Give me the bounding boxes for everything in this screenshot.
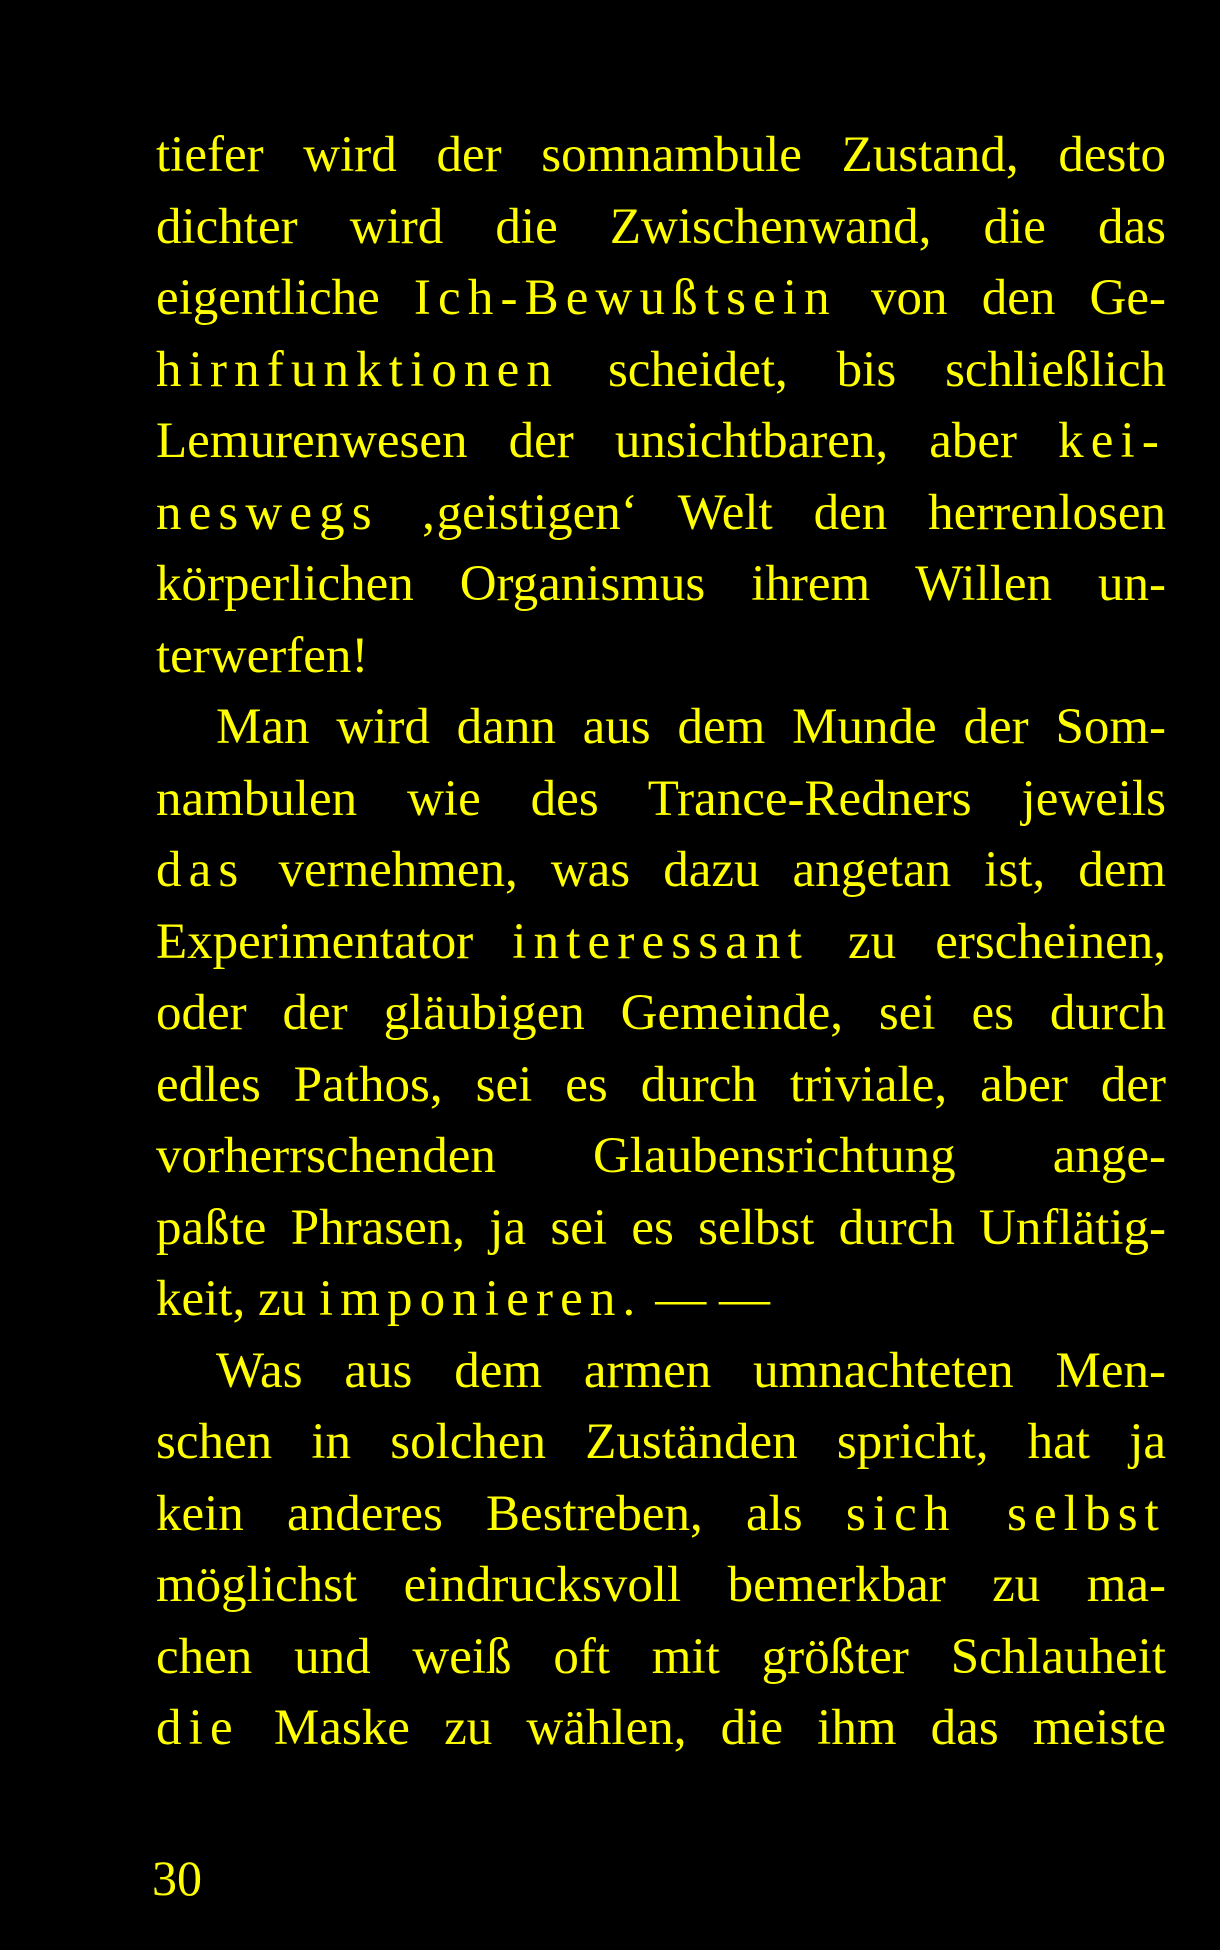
text-line: nambulen wie des Trance-Redners jeweils — [156, 770, 1166, 827]
text-line: schen in solchen Zuständen spricht, hat ja — [156, 1414, 1166, 1470]
text-line: eigentliche Ich-Bewußtsein von den Ge- — [156, 270, 1166, 326]
paragraph-start-line: Man wird dann aus dem Munde der Som- — [216, 699, 1166, 755]
spaced-emphasis: das — [156, 842, 246, 898]
text-line: terwerfen! — [156, 627, 369, 684]
text-line: paßte Phrasen, ja sei es selbst durch Unflätig- — [156, 1199, 1166, 1256]
text-line: Lemurenwesen der unsichtbaren, aber kei- — [156, 413, 1166, 469]
text-line: dichter wird die Zwischenwand, die das — [156, 198, 1166, 255]
text-line: Experimentator interessant zu erscheinen, — [156, 913, 1166, 970]
text-line: oder der gläubigen Gemeinde, sei es durch — [156, 985, 1166, 1041]
text-line: neswegs ‚geistigen‘ Welt den herrenlosen — [156, 484, 1166, 541]
text-line: das vernehmen, was dazu angetan ist, dem — [156, 842, 1166, 898]
spaced-emphasis: hirnfunktionen — [156, 341, 560, 398]
body-text — [156, 120, 1166, 1765]
spaced-emphasis: neswegs — [156, 484, 379, 541]
text-line: tiefer wird der somnambule Zustand, desto — [156, 127, 1166, 183]
text-line: edles Pathos, sei es durch triviale, aber der — [156, 1056, 1166, 1113]
spaced-emphasis: Ich-Bewußtsein — [413, 270, 837, 326]
text-line: körperlichen Organismus ihrem Willen un- — [156, 556, 1166, 612]
spaced-emphasis: imponieren. — [318, 1271, 643, 1327]
text-line: chen und weiß oft mit größter Schlauheit — [156, 1628, 1166, 1685]
paragraph-start-line: Was aus dem armen umnachteten Men- — [216, 1342, 1166, 1399]
text-line: möglichst eindrucksvoll bemerkbar zu ma- — [156, 1557, 1166, 1613]
spaced-emphasis: interessant — [512, 913, 809, 970]
text-line: hirnfunktionen scheidet, bis schließlich — [156, 341, 1166, 398]
page-number: 30 — [152, 1850, 202, 1906]
text-line: die Maske zu wählen, die ihm das meiste — [156, 1700, 1166, 1756]
spaced-emphasis: sich selbst — [845, 1485, 1166, 1542]
text-line: vorherrschenden Glaubensrichtung ange- — [156, 1128, 1166, 1184]
spaced-emphasis: kei- — [1058, 413, 1166, 469]
spaced-emphasis: die — [156, 1700, 240, 1756]
text-line: kein anderes Bestreben, als sich selbst — [156, 1485, 1166, 1542]
text-line: keit, zu imponieren. — — — [156, 1271, 770, 1327]
